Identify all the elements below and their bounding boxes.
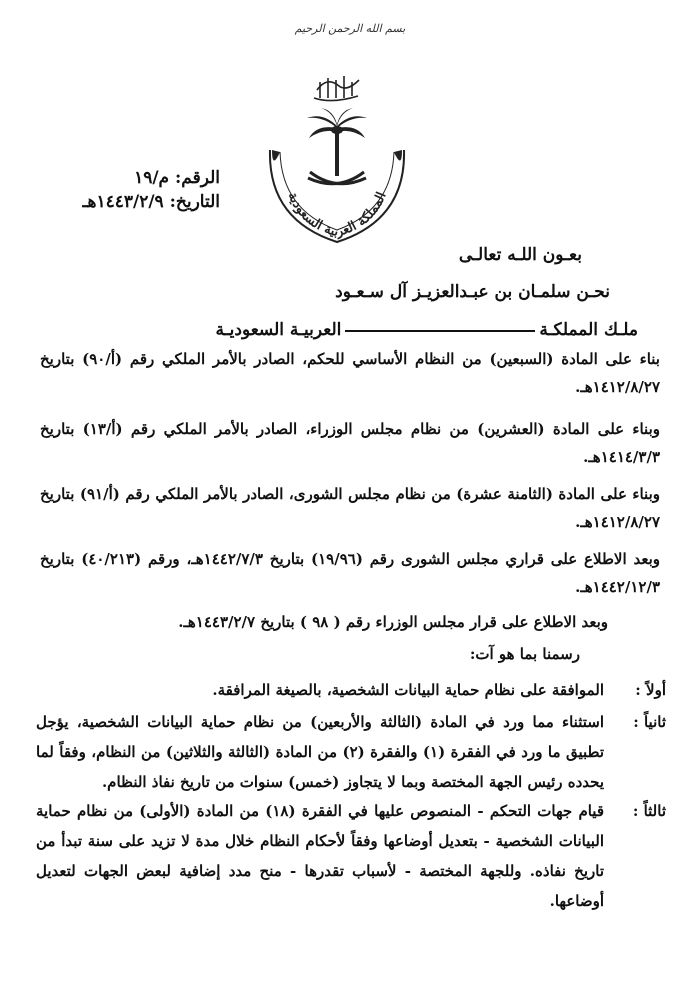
svg-text:المملكة العربية السعودية	[284, 190, 389, 240]
opening-line-3	[216, 318, 638, 342]
article-second	[36, 707, 666, 797]
palm-tree-icon	[307, 108, 367, 176]
reference-number: الرقم: م/١٩	[134, 168, 220, 188]
divider-rule	[345, 330, 535, 332]
article-third	[36, 796, 666, 916]
preamble-paragraph-4: وبعد الاطلاع على قراري مجلس الشورى رقم (١٩/٩٦) بتاريخ ١٤٤٢/٧/٣هـ، ورقم (٤٠/٢١٣) بتاريخ ١٤٤٢/١٢/٣هـ.	[40, 550, 660, 596]
article-first	[36, 675, 666, 705]
saudi-emblem-icon	[262, 60, 412, 250]
preamble-paragraph-1: بناء على المادة (السبعين) من النظام الأساسي للحكم، الصادر بالأمر الملكي رقم (أ/٩٠) بتاريخ ١٤١٢/٨/٢٧هـ.	[40, 350, 660, 396]
article-text: الموافقة على نظام حماية البيانات الشخصية، بالصيغة المرافقة.	[212, 681, 604, 699]
preamble-paragraph-5: وبعد الاطلاع على قرار مجلس الوزراء رقم ( ٩٨ ) بتاريخ ١٤٤٣/٢/٧هـ.	[178, 613, 608, 631]
article-number: ثالثاً :	[632, 802, 666, 820]
reference-date: التاريخ: ١٤٤٣/٢/٩هـ	[82, 192, 220, 212]
preamble-paragraph-3: وبناء على المادة (الثامنة عشرة) من نظام مجلس الشورى، الصادر بالأمر الملكي رقم (أ/٩١) بتاريخ ١٤١٢/٨/٢٧هـ.	[40, 485, 660, 531]
article-text: قيام جهات التحكم - المنصوص عليها في الفقرة (١٨) من المادة (الأولى) من نظام حماية البيانات الشخصية - بتعديل أوضاعها وفقاً لأحكام النظام خلال مدة لا تزيد على سنة تبدأ من تاريخ نفاذه. وللجهة المختصة - لأسباب تقدرها - منح مدد إضافية لبعض الجهات لتعديل أوضاعها.	[36, 802, 604, 910]
reference-block	[40, 166, 220, 214]
opening-line-3-end: العربيـة السعوديـة	[215, 320, 342, 340]
calligraphy-icon	[314, 76, 359, 101]
preamble-paragraph-2: وبناء على المادة (العشرين) من نظام مجلس الوزراء، الصادر بالأمر الملكي رقم (أ/١٣) بتاريخ ١٤١٤/٣/٣هـ.	[40, 420, 660, 466]
preamble-decree-line: رسمنا بما هو آت:	[469, 645, 580, 663]
opening-line-1: بعـون اللـه تعالـى	[458, 245, 582, 265]
opening-line-3-start: ملـك المملكـة	[539, 320, 638, 340]
opening-line-2: نحـن سلمـان بن عبـدالعزيـز آل سـعـود	[335, 282, 610, 302]
article-text: استثناء مما ورد في المادة (الثالثة والأربعين) من نظام حماية البيانات الشخصية، يؤجل تطبيق ما ورد في الفقرة (١) والفقرة (٢) من المادة (الثالثة والثلاثين) من النظام، وفقاً لما يحدده رئيس الجهة المختصة وبما لا يتجاوز (خمس) سنوات من تاريخ نفاذ النظام.	[36, 713, 604, 791]
emblem-arc-text: المملكة العربية السعودية	[284, 189, 390, 241]
basmala: بسم الله الرحمن الرحيم	[294, 22, 406, 35]
article-number: ثانياً :	[633, 713, 666, 731]
article-number: أولاً :	[635, 681, 666, 699]
